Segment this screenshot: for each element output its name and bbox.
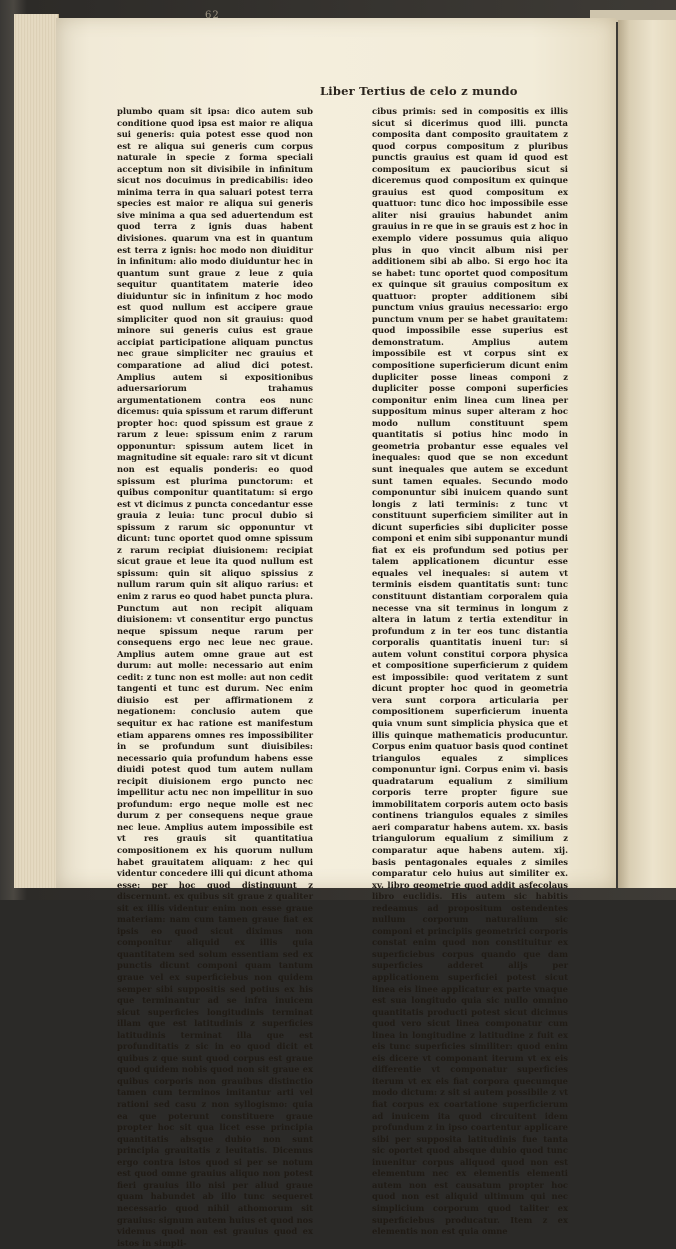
- page-edges: [14, 14, 59, 888]
- right-column-text: cibus primis: sed in compositis ex illis sicut si dicerimus quod illi. puncta composita dant composito grauitatem z quod corpus compositum z pluribus punctis grauius est quam id quod est compositum ex paucioribus sicut si diceremus quod compositum ex quinque grauius est quod compositum ex quattuor: tunc dico hoc impossibile esse aliter nisi grauius habundet anim grauius in re que in se grauis est z hoc in exemplo videre possumus quia aliquo plus in quo vincit album nisi per additionem sibi ab albo. Si ergo hoc ita se habet: tunc oportet quod compositum ex quinque sit grauius compositum ex quattuor: propter additionem sibi punctum vnius grauius necessario: ergo punctum vnum per se habet grauitatem: quod impossibile esse superius est demonstratum. Amplius autem impossibile est vt corpus sint ex compositione superficierum dicunt enim dupliciter posse lineas componi z dupliciter posse componi superficies componitur enim linea cum linea per suppositum minus super alteram z hoc modo nullum constituunt spem quantitatis si potius hinc modo in geometria probantur esse equales vel inequales: quod que se non excedunt sunt inequales que autem se excedunt sunt tamen equales. Secundo modo componuntur sibi inuicem quando sunt longis z lati terminis: z tunc vt constituunt superficiem similiter aut in dicunt superficies sibi dupliciter posse componi et enim sibi supponantur mundi fiat ex eis profundum sed potius per talem applicationem dicuntur esse equales vel inequales: si autem vt terminis eisdem quantitatis sunt: tunc constituunt distantiam corporalem quia necesse vna sit terminus in longum z altera in latum z tertia extenditur in profundum z in ter eos tunc distantia corporalis quantitatis inueni tur: si autem volunt constitui corpora physica et compositione superficierum z quidem est impossibile: quod veritatem z sunt dicunt propter hoc quod in geometria vera sunt corpora articularia per compositionem superficierum inuenta quia vnum sunt simplicia physica que et illis quinque mathematicis producuntur. Corpus enim quatuor basis quod continet triangulos equales z simplices componuntur igni. Corpus enim vi. basis quadratarum equalium z similium corporis terre propter figure sue immobilitatem corporis autem octo basis continens triangulos equales z similes aeri comparatur habens autem. xx. basis triangulorum equalium z similium z comparatur aque habens autem. xij. basis pentagonales equales z similes comparatur celo huius aut similiter ex. xv. libro geometrie quod addit asfecolaus libro euclidis. His autem sic habitis redeamus ad propositum ostendentes nullum corporum naturalium sic componi et principiis geometrici corporis constat enim quod non constituitur ex superficiebus corpus quando que dam superficies adderet alijs per applicationem superficiei potest sicut linea eis linee applicatur ex parte vnaque est sua longitudo quia sic nullo omnino quantitatis producti potest sicut dicimus quod vero sicut linea componatur cum linea in longitudine z latitudine z fuit ex eis tunc superficies similiter: quod enim eis dicere vt componant iterum vt ex eis differentie vt componatur superficies iterum vt ex eis fiat corpora quecumque modo dictum: z sit si autem possibile z vt fiat corpus ex coartatione superficierum ad inuicem ita quod circuitent idem profundum z in ipso coartentur applicare sibi per supposita latitudinis fue tanta sic oportet quod absque dubio quod tunc inuenitur corpus aliquod quod non est elementum nec ex elementis elementi autem non est causatum propter hoc quod non est aliquid ultimum qui nec simplicium corporum quod taliter ex superficiebus producatur. Item z ex elementis non est quia omne: [372, 106, 568, 1237]
- folio-number: 62: [205, 10, 220, 21]
- text-column-right: [372, 106, 568, 1237]
- facing-page-edge: [618, 20, 676, 888]
- running-head: Liber Tertius de celo z mundo: [320, 84, 518, 98]
- text-column-left: [117, 106, 313, 1248]
- left-column-text: plumbo quam sit ipsa: dico autem sub conditione quod ipsa est maior re aliqua sui generis: quia potest esse quod non est re aliqua sui generis cum corpus naturale in specie z forma speciali acceptum non sit divisibile in infinitum sicut nos docuimus in predicabilis: ideo minima terra in qua saluari potest terra species est maior re aliqua sui generis sive minima a qua sed aduertendum est quod terra z ignis duas habent divisiones. quarum vna est in quantum est terra z ignis: hoc modo non diuiditur in infinitum: alio modo diuiduntur hec in quantum sunt graue z leue z quia sequitur quantitatem materie ideo diuiduntur sic in infinitum z hoc modo est quod nullum est accipere graue simpliciter quod non sit grauius: quod minore sui generis cuius est graue accipiat participatione aliquam punctus nec graue simpliciter nec grauius et comparatione ad aliud dici potest. Amplius autem si expositionibus aduersariorum trahamus argumentationem contra eos nunc dicemus: quia spissum et rarum differunt propter hoc: quod spissum est graue z rarum z leue: spissum enim z rarum opponuntur: spissum autem licet in magnitudine sit equale: raro sit vt dicunt non est equalis ponderis: eo quod spissum est plurima punctorum: et quibus componitur quantitatum: si ergo est vt dicimus z puncta concedantur esse grauia z leuia: tunc procul dubio si spissum z rarum sic opponuntur vt dicunt: tunc oportet quod omne spissum z rarum recipiat diuisionem: recipiat sicut graue et leue ita quod nullum est spissum: quin sit aliquo spissius z nullum rarum quin sit aliquo rarius: et enim z rarus eo quod habet puncta plura. Punctum aut non recipit aliquam diuisionem: vt consentitur ergo punctus neque spissum neque rarum per consequens ergo nec leue nec graue. Amplius autem omne graue aut est durum: aut molle: necessario aut enim cedit: z tunc non est molle: aut non cedit tangenti et tunc est durum. Nec enim diuisio est per affirmationem z negationem: conclusio autem que sequitur ex hac ratione est manifestum etiam apparens omnes res impossibiliter in se profundum sunt diuisibiles: necessario quia profundum habens esse diuidi potest quod tum autem nullam recipit diuisionem ergo puncto nec impellitur actu nec non impellitur in suo profundum: ergo neque molle est nec durum z per consequens neque graue nec leue. Amplius autem impossibile est vt res grauis sit quantitatiua compositionem ex his quorum nullum habet grauitatem aliquam: z hec qui videntur concedere illi qui dicunt athoma esse: per hoc quod distinguunt z discernunt. ex quibus sit graue z qualiter sit ex illis videntur enim non esse graue materiam: nam cum tamen graue fiat ex ipsis eo quod sicut diximus non componitur aliquid ex illis quia quantitatem sed solum essentiam sed ex punctis dicunt componi quam tantum graue vel ex superficiebus non quidem semper sibi suppositis sed potius ex his que terminantur ad se infra inuicem sicut superficies longitudinis terminat illam que est latitudinis z superficies latitudinis terminat illa que est profunditatis z sic in eo quod dicit et quibus z que sunt quod corpus est graue quod quidem nobis quod non sit graue ex quibus corporis non grauibus distinctio tamen cum terminos imitantur arti vel rationi sed casu z non syllogismo: quia ea que poterunt constituere graue propter hoc sit qua licet esse principia quantitatis absque dubio non sunt principia grauitatis z leuitatis. Dicemus ergo contra istos quod si per se notum est quod omne grauius aliquo non potest fieri grauius illo nisi per aliud graue quam habundet ab illo tunc sequeret necessario quod nihil athomorum sit grauius: signum autem huius et quod nos videmus quod non est grauius quod ex istos in simpli-: [117, 106, 313, 1248]
